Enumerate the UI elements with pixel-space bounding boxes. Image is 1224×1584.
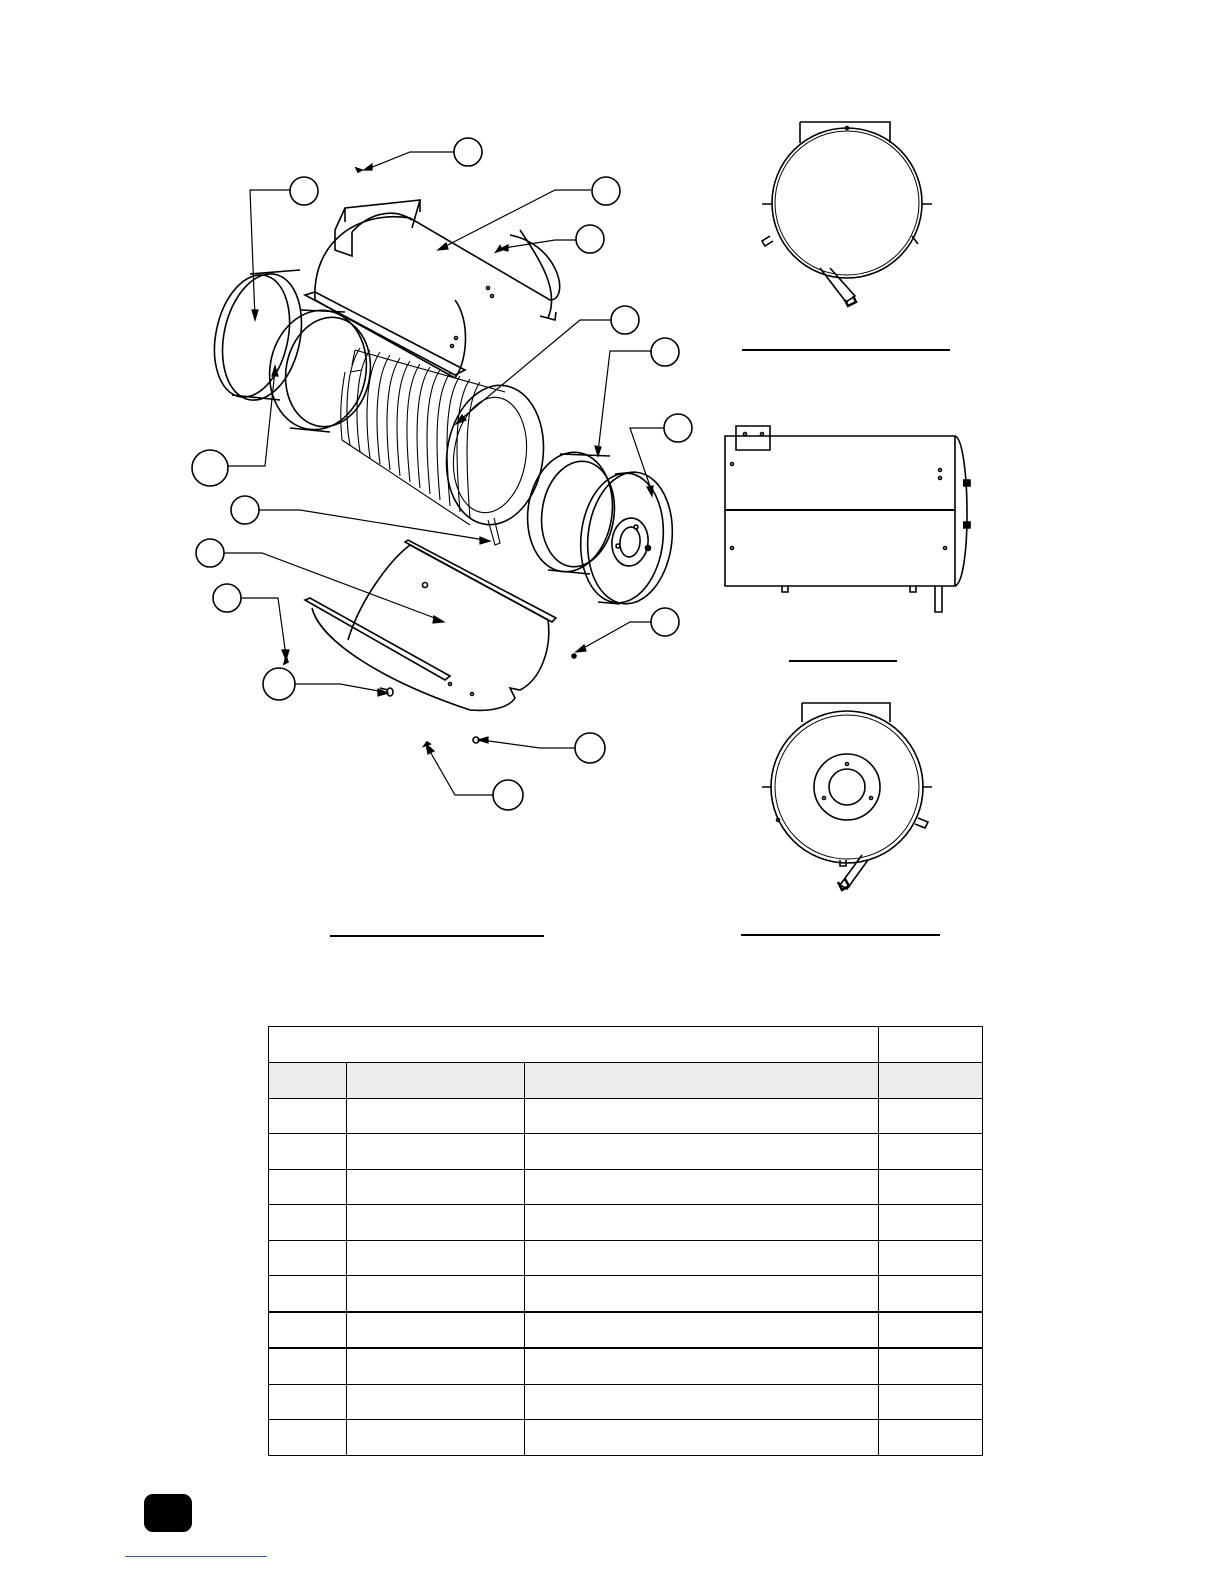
- table-title-right: [879, 1027, 983, 1063]
- left-end-cap-part: [204, 266, 313, 407]
- top-view-caption: [742, 349, 950, 351]
- column-header: [347, 1063, 525, 1099]
- table-cell: [525, 1134, 879, 1170]
- table-row: [269, 1384, 983, 1420]
- table-cell: [879, 1205, 983, 1241]
- column-header: [879, 1063, 983, 1099]
- table-row: [269, 1169, 983, 1205]
- table-cell: [269, 1276, 347, 1312]
- callout-balloon: [611, 306, 639, 334]
- page-number-badge: [144, 1494, 192, 1532]
- callout-balloon: [493, 780, 523, 810]
- table-row: [269, 1134, 983, 1170]
- right-inner-ring-part: [520, 447, 621, 578]
- table-cell: [347, 1134, 525, 1170]
- table-title: [269, 1027, 879, 1063]
- parts-table: [268, 1026, 983, 1456]
- table-cell: [347, 1312, 525, 1349]
- top-view: [762, 122, 932, 306]
- exploded-view-caption: [330, 935, 544, 937]
- table-title-row: [269, 1027, 983, 1063]
- table-cell: [347, 1240, 525, 1276]
- table-cell: [879, 1312, 983, 1349]
- table-row: [269, 1348, 983, 1384]
- callout-balloon: [213, 584, 241, 612]
- right-end-cap-part: [574, 468, 678, 608]
- table-cell: [347, 1276, 525, 1312]
- table-cell: [879, 1420, 983, 1456]
- table-cell: [347, 1348, 525, 1384]
- callout-balloon: [192, 450, 228, 486]
- footer-link-rule[interactable]: [125, 1556, 267, 1557]
- table-cell: [525, 1348, 879, 1384]
- table-cell: [879, 1240, 983, 1276]
- table-cell: [347, 1205, 525, 1241]
- table-cell: [269, 1240, 347, 1276]
- table-cell: [347, 1420, 525, 1456]
- table-row: [269, 1240, 983, 1276]
- table-header-row: [269, 1063, 983, 1099]
- callout-balloon: [196, 539, 224, 567]
- table-cell: [269, 1134, 347, 1170]
- table-cell: [879, 1384, 983, 1420]
- callout-balloon: [231, 496, 259, 524]
- table-cell: [525, 1205, 879, 1241]
- callout-balloon: [576, 225, 604, 253]
- table-cell: [879, 1276, 983, 1312]
- table-cell: [269, 1348, 347, 1384]
- table-cell: [879, 1348, 983, 1384]
- column-header: [269, 1063, 347, 1099]
- callout-balloon: [664, 414, 692, 442]
- callout-balloon: [651, 608, 679, 636]
- table-cell: [525, 1098, 879, 1134]
- callout-balloon: [454, 138, 482, 166]
- heating-coil-part: [341, 348, 553, 545]
- callout-balloon: [651, 338, 679, 366]
- table-cell: [347, 1169, 525, 1205]
- table-cell: [879, 1098, 983, 1134]
- front-view: [762, 703, 932, 890]
- table-cell: [269, 1098, 347, 1134]
- table-cell: [525, 1420, 879, 1456]
- table-row: [269, 1276, 983, 1312]
- table-cell: [269, 1420, 347, 1456]
- table-cell: [269, 1169, 347, 1205]
- side-view-caption: [789, 660, 897, 662]
- hardware-parts: [284, 168, 576, 746]
- table-cell: [525, 1240, 879, 1276]
- side-view: [725, 426, 970, 612]
- table-cell: [269, 1312, 347, 1349]
- table-cell: [347, 1384, 525, 1420]
- table-row: [269, 1420, 983, 1456]
- column-header: [525, 1063, 879, 1099]
- table-row: [269, 1205, 983, 1241]
- callout-balloon: [263, 668, 295, 700]
- table-cell: [879, 1169, 983, 1205]
- callout-balloon: [592, 177, 620, 205]
- table-cell: [525, 1276, 879, 1312]
- front-view-caption: [741, 934, 940, 936]
- callout-balloon: [290, 177, 318, 205]
- table-cell: [879, 1134, 983, 1170]
- table-cell: [269, 1384, 347, 1420]
- top-shell-part: [305, 200, 560, 378]
- table-row: [269, 1312, 983, 1349]
- exploded-view: [192, 138, 692, 810]
- table-cell: [269, 1205, 347, 1241]
- callout-balloon: [575, 733, 605, 763]
- table-row: [269, 1098, 983, 1134]
- table-cell: [525, 1312, 879, 1349]
- table-cell: [525, 1384, 879, 1420]
- table-cell: [525, 1169, 879, 1205]
- table-cell: [347, 1098, 525, 1134]
